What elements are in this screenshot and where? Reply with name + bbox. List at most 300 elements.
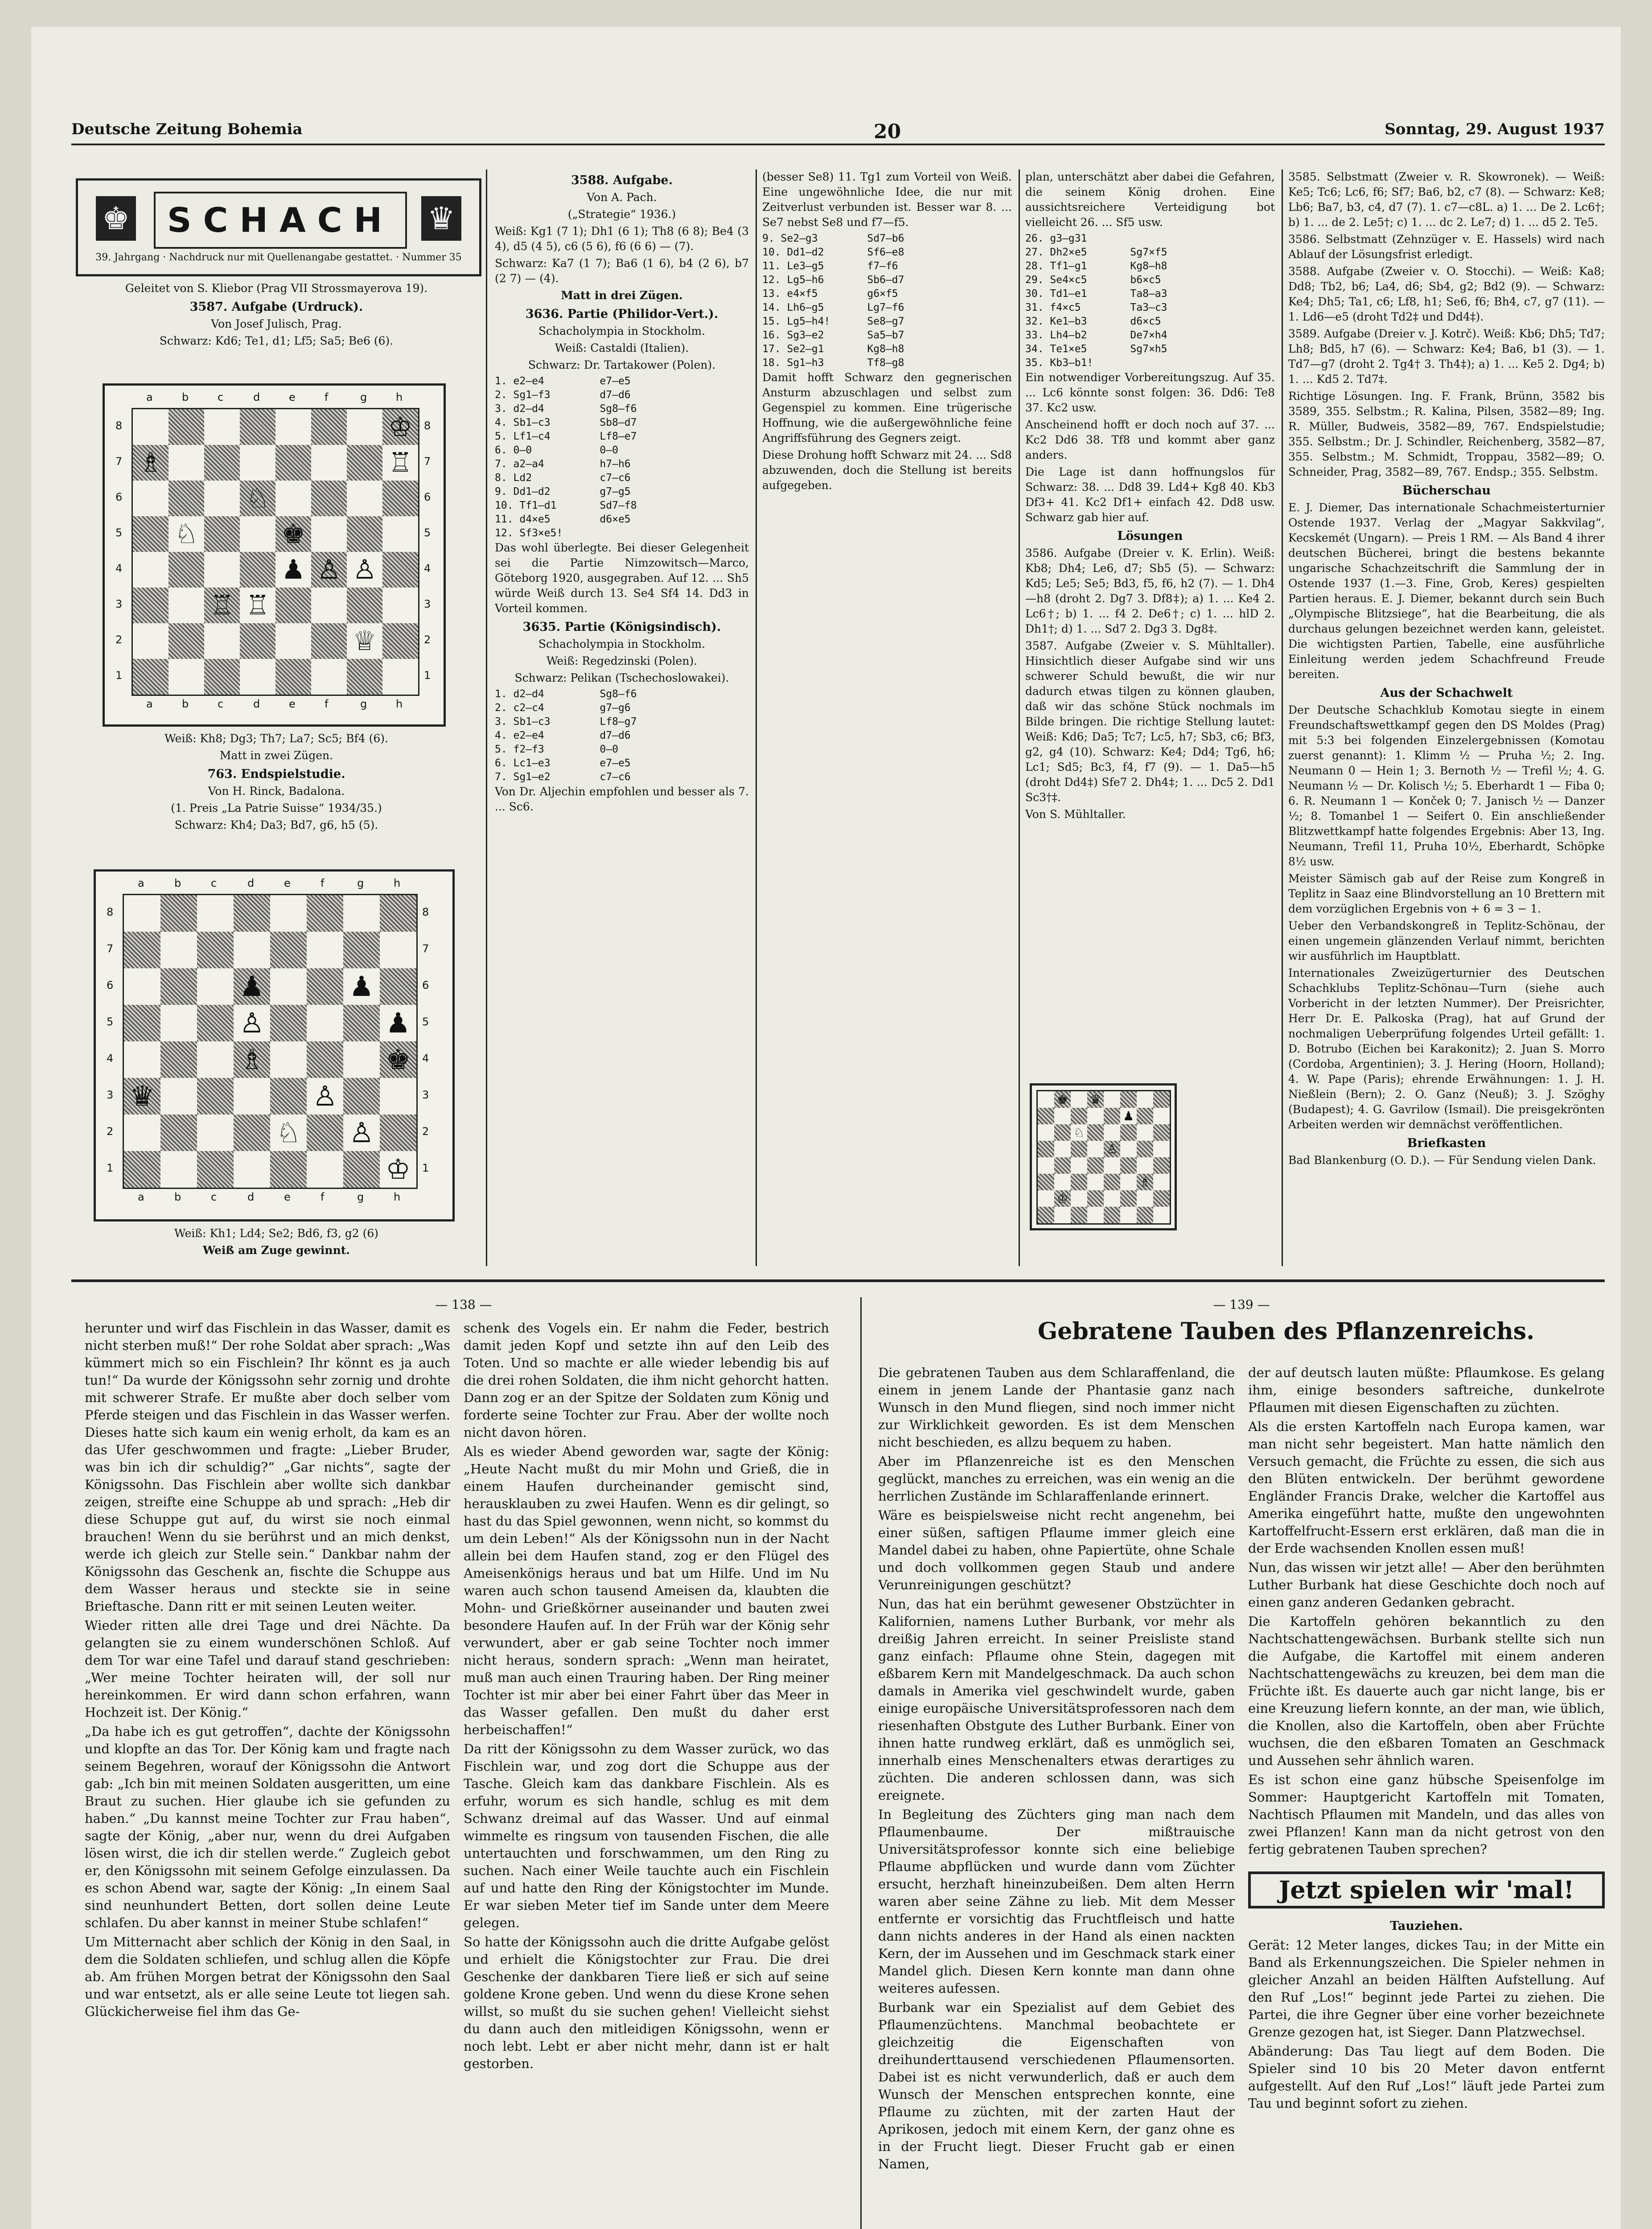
board-square (1038, 1190, 1054, 1207)
board-square (204, 623, 240, 659)
board-square (124, 968, 160, 1005)
board-file-label: g (357, 877, 364, 889)
board-square (1087, 1174, 1104, 1190)
board-square (1104, 1108, 1120, 1124)
board-rank-label: 6 (424, 491, 431, 503)
board-rank-label: 6 (115, 491, 123, 503)
board-file-label: f (321, 1191, 325, 1203)
game1-black: Schwarz: Dr. Tartakower (Polen). (528, 358, 716, 371)
board-square (1038, 1174, 1054, 1190)
board-rank-label: 5 (107, 1016, 114, 1028)
board-square (382, 659, 418, 695)
article-p5: In Begleitung des Züchters ging man nach dem Pflaumenbaume. Der mißtrauische Universitätsprofessor konnte sich eine beliebige Pflaume abpflücken und wurde dann vom Züchter ersucht, herzhaft hineinzubeißen. Dem alten Herrn waren aber seine Zähne zu lieb. Mit dem Messer entfernte er vorsichtig das Fruchtfleisch und hatte dann nichts anderes in der Hand als einen nackten Kern, der im Aussehen und im Geschmack stark einer Mandel glich. Diesen Kern konnte man dann ohne weiteres aufessen. (878, 1807, 1235, 1996)
story-column-2 (464, 1320, 829, 2229)
board-square (133, 588, 168, 623)
board-square (124, 1005, 160, 1041)
board-square (1153, 1157, 1170, 1174)
header-newspaper-name: Deutsche Zeitung Bohemia (71, 120, 303, 138)
board-square (1038, 1207, 1054, 1223)
board-square (1137, 1124, 1153, 1141)
board-file-label: c (211, 877, 217, 889)
board-square (124, 1114, 160, 1151)
problem2-footer (76, 1226, 477, 1266)
board-rank-label: 3 (107, 1089, 114, 1101)
board-square (168, 409, 204, 445)
mini-board-caption: Von S. Mühltaller. (1025, 808, 1126, 821)
board-square (270, 968, 307, 1005)
board-square (197, 1114, 234, 1151)
board-square (204, 445, 240, 481)
board-square (380, 895, 416, 932)
board-square (1087, 1157, 1104, 1174)
board-square (270, 895, 307, 932)
board-rank-label: 2 (107, 1125, 114, 1138)
chess-column-3 (762, 169, 1012, 1266)
board-square (307, 895, 343, 932)
board-file-label: a (146, 391, 153, 403)
board-square (234, 1078, 270, 1114)
board-rank-label: 5 (422, 1016, 429, 1028)
board-square (1038, 1124, 1054, 1141)
chess-piece-icon: ♟ (281, 554, 305, 585)
chess-piece-icon: ♔ (1056, 1191, 1068, 1206)
board-square (270, 1041, 307, 1078)
board-square (275, 481, 311, 516)
board-square (1087, 1190, 1104, 1207)
col4-text1: (besser Se8) 11. Tg1 zum Vorteil von Weiß. Eine ungewöhnliche Idee, die nur mit Zeitverlust verbunden ist. Besser war 8. ... Se7 nebst Se8 und f7—f5. (762, 170, 1012, 229)
chess-piece-icon: ♘ (246, 483, 270, 514)
game-variant: Abänderung: Das Tau liegt auf dem Boden. Die Spieler sind 10 bis 20 Meter davon entfernt aufgestellt. Auf den Ruf „Los!“ läuft jede Partei zum Tau und beginnt sofort zu ziehen. (1248, 2044, 1605, 2111)
board-square (160, 895, 197, 932)
board-rank-label: 1 (424, 669, 431, 682)
article-title: Gebratene Tauben des Pflanzenreichs. (1037, 1320, 1535, 1345)
story-p1: herunter und wirf das Fischlein in das Wasser, damit es nicht sterben muß!“ Der rohe Soldat aber sprach: „Was kümmert mich so ein Fischlein? Ihr könnt es ja auch tun!“ Da wurde der Königssohn sehr zornig und drohte mit schwerer Strafe. Er mußte aber doch selber vom Pferde steigen und das Fischlein in das Wasser werfen. Dieses hatte sich kaum ein wenig erholt, da kam es an das Ufer geschwommen und fragte: „Lieber Bruder, was bin ich dir schuldig?“ „Gar nichts“, sagte der Königssohn. Das Fischlein aber wollte sich dankbar zeigen, streifte eine Schuppe ab und sprach: „Heb dir diese Schuppe gut auf, du wirst sie noch einmal brauchen! Wenn du sie berührst und an mich denkst, werde ich gleich zur Stelle sein.“ Dankbar nahm der Königssohn das Geschenk an, fischte die Schuppe aus dem Wasser heraus und steckte sie in seine Brieftasche. Dann ritt er mit seinen Leuten weiter. (85, 1320, 450, 1614)
board-square (1153, 1124, 1170, 1141)
board-square (1071, 1157, 1087, 1174)
column-rule-3 (1019, 169, 1020, 1266)
game1-white: Weiß: Castaldi (Italien). (555, 341, 689, 354)
board-square (1054, 1141, 1071, 1157)
story-column-1 (85, 1320, 450, 2229)
board-square (1120, 1207, 1137, 1223)
board-rank-label: 5 (115, 526, 123, 539)
board-grid (1036, 1090, 1171, 1225)
board-square (343, 1041, 380, 1078)
board-square (1071, 1141, 1087, 1157)
board-square (311, 516, 347, 552)
article-p1: Die gebratenen Tauben aus dem Schlaraffenland, die einem in jenem Lande der Phantasie ganz nach Wunsch in den Mund fliegen, sind noch immer nicht zur Wirklichkeit geworden. Es ist dem Menschen nicht beschieden, es allzu bequem zu haben. (878, 1365, 1235, 1450)
board-file-label: b (174, 877, 181, 889)
board-file-label: e (284, 877, 291, 889)
col6-text2: 3586. Selbstmatt (Zehnzüger v. E. Hassels) wird nach Ablauf der Lösungsfrist erledigt. (1288, 233, 1605, 261)
col5-moves: 26. g3—g31 27. Dh2×e5 Sg7×f5 28. Tf1—g1 Kg8—h8 29. Se4×c5 b6×c5 30. Td1—e1 Ta8—a3 31. f4×c5 Ta3—c3 32. Ke1—b3 d6×c5 33. Lh4—b2 De7×h4 34. Te1×e5 Sg7×h5 35. Kb3—b1! (1025, 233, 1167, 369)
board-square (234, 932, 270, 968)
chess-piece-icon: ♚ (281, 518, 305, 550)
board-rank-label: 2 (424, 633, 431, 646)
col6-text5: Richtige Lösungen. Ing. F. Frank, Brünn, 3582 bis 3589, 355. Selbstm.; R. Kalina, Pilsen, 3582—89; Ing. R. Müller, Budweis, 3582—89, 767. Endspielstudie; 355. Selbstm.; Dr. J. Schindler, Reichenberg, 3582—87, 355. Selbstm.; M. Schmidt, Troppau, 3582—89; O. Schneider, Prag, 3582—89, 767. Endsp.; 355. Selbstm. (1288, 390, 1605, 478)
article-p6: Burbank war ein Spezialist auf dem Gebiet des Pflaumenzüchtens. Manchmal beobachtete er gleichzeitig die Eigenschaften von dreihunderttausend verschiedenen Pflaumensorten. Dabei ist es nicht verwunderlich, daß er auch dem Wunsch der Menschen entsprechen konnte, eine Pflaume zu züchten, mit der zarten Haut der Aprikosen, jedoch mit einem Kern, der ganz ohne es in der Frucht liegt. Dieser Frucht gab er einen Namen, (878, 2000, 1235, 2171)
board-file-label: b (182, 391, 189, 403)
chess-diagram-1 (103, 383, 446, 727)
board-square (1054, 1124, 1071, 1141)
board-square (204, 659, 240, 695)
chess-piece-icon: ♘ (174, 518, 198, 550)
world-text-2: Meister Sämisch gab auf der Reise zum Kongreß in Teplitz in Saaz eine Blindvorstellung an 10 Brettern mit dem vorzüglichen Ergebnis von + 6 = 3 − 1. (1288, 872, 1605, 915)
board-square (1153, 1091, 1170, 1108)
board-rank-label: 8 (424, 419, 431, 432)
game2-note: Von Dr. Aljechin empfohlen und besser als 7. ... Sc6. (495, 785, 749, 813)
problem3-author: Von A. Pach. (587, 191, 657, 204)
board-rank-label: 3 (422, 1089, 429, 1101)
chess-piece-icon: ♗ (239, 1043, 264, 1076)
newspaper-page (31, 27, 1621, 2229)
article-p3: Wäre es beispielsweise nicht recht angenehm, bei einer süßen, saftigen Pflaume immer gleich eine Mandel dabei zu haben, ohne Papiertüte, ohne Schale und doch vollkommen gegen Staub und andere Verunreinigungen geschützt? (878, 1508, 1235, 1592)
board-rank-label: 2 (422, 1125, 429, 1138)
chess-piece-icon: ♘ (1073, 1125, 1085, 1140)
board-square (1054, 1108, 1071, 1124)
board-file-label: d (253, 391, 260, 403)
chess-meta: 39. Jahrgang · Nachdruck nur mit Quellenangabe gestattet. · Nummer 35 (95, 252, 462, 263)
board-square (1054, 1207, 1071, 1223)
board-square (197, 1005, 234, 1041)
board-square (343, 1078, 380, 1114)
board-square (1087, 1124, 1104, 1141)
board-rank-label: 7 (115, 455, 123, 468)
board-square (382, 588, 418, 623)
board-square (311, 409, 347, 445)
board-square (347, 481, 382, 516)
problem3-head: 3588. Aufgabe. (571, 173, 673, 187)
col6-text3: 3588. Aufgabe (Zweier v. O. Stocchi). — Weiß: Ka8; Dd8; Tb2, b6; La4, d6; Sb4, g2; Bd2 (9). — Schwarz: Ke4; Dh5; Ta1, c6; Lf8, h1; Se6, f6; Bh4, c7, g7 (11). — 1. Ld6—e5 (droht Td2‡ und Dd4‡). (1288, 265, 1605, 323)
board-square (197, 968, 234, 1005)
board-file-label: h (396, 391, 403, 403)
board-square (1054, 1174, 1071, 1190)
board-square (1104, 1091, 1120, 1108)
board-rank-label: 7 (107, 942, 114, 955)
col5-text1: plan, unterschätzt aber dabei die Gefahren, die seinem König drohen. Eine aussichtsreichere Verteidigung bot vielleicht 26. ... Sf5 usw. (1025, 170, 1275, 229)
article-p2: Aber im Pflanzenreiche ist es den Menschen geglückt, manches zu erreichen, was ein wenig an die herrlichen Zustände im Schlaraffenlande erinnert. (878, 1454, 1235, 1504)
world-text-4: Internationales Zweizügerturnier des Deutschen Schachklubs Teplitz-Schönau—Turn (siehe auch Vorbericht in der letzten Nummer). Der Preisrichter, Herr Dr. E. Palkoska (Prag), hat auf Grund der nochmaligen Ueberprüfung folgendes Urteil gefällt: 1. D. Botrubo (Eichen bei Karakonitz); 2. Juan S. Morro (Cordoba, Argentinien); 3. J. Hering (Hoorn, Holland); 4. W. Pape (Paris); ehrende Erwähnungen: 1. J. H. Nießlein (Bern); 2. O. Ganz (Neuß); 3. J. Szöghy (Budapest); 4. G. Gavrilow (Ismail). Die preisgekrönten Arbeiten werden wir demnächst veröffentlichen. (1288, 966, 1605, 1131)
board-square (1153, 1108, 1170, 1124)
board-square (1104, 1190, 1120, 1207)
board-square (204, 409, 240, 445)
problem2-black: Schwarz: Kh4; Da3; Bd7, g6, h5 (5). (174, 818, 378, 831)
chess-piece-icon: ♔ (386, 1153, 411, 1185)
board-square (1054, 1157, 1071, 1174)
problem2-stipulation: Weiß am Zuge gewinnt. (202, 1244, 350, 1257)
board-square (197, 1078, 234, 1114)
board-square (380, 1078, 416, 1114)
center-rule (860, 1297, 862, 2229)
board-square (197, 932, 234, 968)
board-square (197, 1151, 234, 1188)
world-text-3: Ueber den Verbandskongreß in Teplitz-Schönau, der einen ungemein glänzenden Verlauf nimmt, berichten wir ausführlich im Hauptblatt. (1288, 919, 1605, 962)
board-square (270, 1151, 307, 1188)
col6-text1: 3585. Selbstmatt (Zweier v. R. Skowronek). — Weiß: Ke5; Tc6; Lc6, f6; Sf7; Ba6, b2, c7 (8). — Schwarz: Ke8; Lb6; Ba7, b3, c4, d7 (7). 1. c7—c8L. a) 1. ... De 2. Lc6†; b) 1. ... de 2. Le5†; c) 1. ... dc 2. Le7; d) 1. ... d5 2. Te5. (1288, 170, 1605, 229)
chess-piece-icon: ♙ (312, 1080, 337, 1112)
board-square (347, 588, 382, 623)
board-rank-label: 1 (422, 1162, 429, 1174)
board-rank-label: 4 (115, 562, 123, 575)
board-file-label: f (325, 391, 329, 403)
letters-text: Bad Blankenburg (O. D.). — Für Sendung vielen Dank. (1288, 1154, 1596, 1167)
board-square (124, 895, 160, 932)
game1-moves: 1. e2—e4 e7—e5 2. Sg1—f3 d7—d6 3. d2—d4 Sg8—f6 4. Sb1—c3 Sb8—d7 5. Lf1—c4 Lf8—e7 6. 0—0 0—0 7. a2—a4 h7—h6 8. Ld2 c7—c6 9. Dd1—d2 g7—g5 10. Tf1—d1 Sd7—f8 11. d4×e5 d6×e5 12. Sf3×e5! (495, 375, 637, 539)
chess-piece-icon: ♖ (246, 590, 270, 621)
board-square (240, 552, 275, 588)
board-square (311, 659, 347, 695)
game1-head: 3636. Partie (Philidor-Vert.). (525, 307, 719, 321)
chess-piece-icon: ♛ (1089, 1092, 1101, 1107)
board-square (382, 516, 418, 552)
board-square (1137, 1207, 1153, 1223)
board-square (311, 481, 347, 516)
section-rule (71, 1279, 1605, 1282)
board-square (1038, 1141, 1054, 1157)
col4-moves: 9. Se2—g3 Sd7—b6 10. Dd1—d2 Sf6—e8 11. Le3—g5 f7—f6 12. Lg5—h6 Sb6—d7 13. e4×f5 g6×f5 14. Lh6—g5 Lg7—f6 15. Lg5—h4! Se8—g7 16. Sg3—e2 Sa5—b7 17. Se2—g1 Kg8—h8 18. Sg1—h3 Tf8—g8 (762, 233, 904, 369)
board-square (133, 623, 168, 659)
board-square (380, 932, 416, 968)
board-square (275, 623, 311, 659)
board-file-label: a (138, 877, 144, 889)
board-square (234, 1114, 270, 1151)
board-rank-label: 4 (422, 1052, 429, 1065)
games-title: Jetzt spielen wir 'mal! (1248, 1871, 1605, 1908)
board-file-label: f (321, 877, 325, 889)
board-square (1137, 1091, 1153, 1108)
board-square (124, 1151, 160, 1188)
board-square (1038, 1108, 1054, 1124)
chess-diagram-mini (1030, 1083, 1177, 1230)
board-file-label: g (357, 1191, 364, 1203)
problem2-author: Von H. Rinck, Badalona. (208, 785, 345, 798)
story-p8: So hatte der Königssohn auch die dritte Aufgabe gelöst und erhielt die Königstochter zur Frau. Die drei Geschenke der dankbaren Tiere ließ er sich auf seine goldene Krone geben. Und wenn du diese Krone sehen willst, so mußt du sie suchen gehen! Vielleicht siehst du dann auch den mitleidigen Königssohn, wenn er noch lebt. Lebt er aber nicht mehr, dann ist er halt gestorben. (464, 1934, 829, 2071)
chess-reprint-note: Nachdruck nur mit Quellenangabe gestattet. (169, 252, 393, 263)
board-square (311, 623, 347, 659)
board-square (347, 409, 382, 445)
problem2-white: Weiß: Kh1; Ld4; Se2; Bd6, f3, g2 (6) (174, 1227, 379, 1240)
board-file-label: a (138, 1191, 144, 1203)
article-p9: Nun, das wissen wir jetzt alle! — Aber den berühmten Luther Burbank hat diese Geschichte doch noch auf einen ganz anderen Gedanken gebracht. (1248, 1560, 1605, 1610)
board-square (1038, 1157, 1054, 1174)
article-column-1 (878, 1364, 1235, 2229)
board-square (1137, 1108, 1153, 1124)
board-square (343, 1005, 380, 1041)
board-rank-label: 3 (424, 598, 431, 610)
board-square (240, 623, 275, 659)
board-square (160, 932, 197, 968)
board-rank-label: 6 (107, 979, 114, 991)
game-text: Gerät: 12 Meter langes, dickes Tau; in der Mitte ein Band als Erkennungszeichen. Die Spieler nehmen in gleicher Anzahl an beiden Hälften Aufstellung. Auf den Ruf „Los!“ beginnt jede Partei zu ziehen. Die Partei, die ihre Gegner über eine vorher bezeichnete Grenze gezogen hat, ist Sieger. Dann Platzwechsel. (1248, 1937, 1605, 2040)
chess-piece-icon: ♟ (349, 970, 374, 1003)
chess-piece-icon: ♚ (1056, 1092, 1068, 1107)
chess-piece-icon: ♟ (239, 970, 264, 1003)
board-square (347, 659, 382, 695)
letters-title: Briefkasten (1407, 1136, 1486, 1150)
books-text: E. J. Diemer, Das internationale Schachmeisterturnier Ostende 1937. Verlag der „Magyar Sakkvilag“, Kecskemét (Ungarn). — Preis 1 RM. — Als Band 4 ihrer deutschen Bücherei, bringt die bestens bekannte ungarische Schachzeitschrift die Sammlung der in Ostende 1937 (1.—3. Fine, Grob, Keres) gespielten Partien heraus. E. J. Diemer, bekannt durch sein Buch „Olympische Blitzsiege“, hat die Bearbeitung, die als durchaus gelungen bezeichnet werden kann, geleistet. Die wichtigsten Partien, Tabelle, eine ausführliche Einleitung werden jedem Schachfreund Freude bereiten. (1288, 501, 1605, 681)
board-square (1120, 1124, 1137, 1141)
board-rank-label: 2 (115, 633, 123, 646)
story-p7: Da ritt der Königssohn zu dem Wasser zurück, wo das Fischlein war, und zog dort die Schuppe aus der Tasche. Gleich kam das dankbare Fischlein. Als es erfuhr, worum es sich handle, schlug es mit dem Schwanz dreimal auf das Wasser. Und auf einmal wimmelte es ringsum von tausenden Fischen, die alle untertauchten und forschwammen, um den Ring zu suchen. Nach einer Weile tauchte auch ein Fischlein auf und hatte den Ring der Königstochter im Munde. Er war sieben Meter tief im Sande unter dem Meere gelegen. (464, 1741, 829, 1930)
game2-white: Weiß: Regedzinski (Polen). (546, 654, 698, 667)
board-rank-label: 7 (424, 455, 431, 468)
board-square (1120, 1091, 1137, 1108)
chess-piece-icon: ♖ (388, 447, 412, 478)
board-square (160, 1041, 197, 1078)
board-square (240, 409, 275, 445)
game-name: Tauziehen. (1390, 1919, 1463, 1933)
col5-text4: Die Lage ist dann hoffnungslos für Schwarz: 38. ... Dd8 39. Ld4+ Kg8 40. Kb3 Df3+ 41. Kc2 Df1+ einfach 42. Dd8 usw. Schwarz gab hier auf. (1025, 465, 1275, 524)
left-page-number: — 138 — (435, 1297, 492, 1311)
board-square (160, 1114, 197, 1151)
board-square (1153, 1141, 1170, 1157)
col6-text4: 3589. Aufgabe (Dreier v. J. Kotrč). Weiß: Kb6; Dh5; Td7; Lh8; Bd5, h7 (6). — Schwarz: Ke4; Ba6, b1 (3). — 1. Td7—g7 (droht 2. Tg4† 3. Th4‡); a) 1. ... Ke5 2. Dg4; b) 1. ... Kd5 2. Td7‡. (1288, 327, 1605, 386)
board-square (1038, 1091, 1054, 1108)
article-title-wrap (967, 1320, 1605, 1360)
board-square (1137, 1190, 1153, 1207)
chess-column-2 (495, 169, 749, 1266)
chess-piece-icon: ♟ (386, 1007, 411, 1039)
board-square (204, 516, 240, 552)
board-square (347, 516, 382, 552)
board-rank-label: 3 (115, 598, 123, 610)
board-rank-label: 8 (422, 906, 429, 918)
chess-piece-icon: ♙ (349, 1116, 374, 1149)
solutions-text: 3586. Aufgabe (Dreier v. K. Erlin). Weiß: Kb8; Dh4; Le6, d7; Sb5 (5). — Schwarz: Kd5; Le5; Se5; Bd3, f5, f6, h2 (7). — 1. Dh4—h8 (droht 2. Dg7 3. Df8‡); a) 1. ... Ke4 2. Lc6†; b) 1. ... f4 2. De6†; c) 1. ... hlD 2. Dh1†; d) 1. ... Sd7 2. Dg3 3. Dg8‡. (1025, 547, 1275, 635)
board-square (275, 445, 311, 481)
board-square (343, 895, 380, 932)
board-square (275, 588, 311, 623)
board-file-label: c (218, 391, 224, 403)
board-rank-label: 1 (115, 669, 123, 682)
col5-text2: Ein notwendiger Vorbereitungszug. Auf 35. ... Lc6 könnte sonst folgen: 36. Dd6: Te8 37. Kc2 usw. (1025, 371, 1275, 414)
world-text: Der Deutsche Schachklub Komotau siegte in einem Freundschaftswettkampf gegen den DS Moldes (Prag) mit 5:3 bei folgenden Einzelergebnissen (Komotau zuerst genannt): 1. Klimm ½ — Pruha ½; 2. Ing. Neumann 0 — Hein 1; 3. Bernoth ½ — Trefil ½; 4. G. Neumann ½ — Dr. Kolisch ½; 5. Eberhardt 1 — Fiba 0; 6. R. Neumann 1 — Konček 0; 7. Janisch ½ — Danzer ½; 8. Tomanbel 1 — Seifert 0. Ein anschließender Blitzwettkampf hatte folgendes Ergebnis: Aber 13, Ing. Neumann, Trefil 11, Pruha 10½, Eberhardt, Schöpke 8½ usw. (1288, 703, 1605, 868)
chess-piece-icon: ♗ (1139, 1175, 1151, 1189)
problem3-black: Schwarz: Ka7 (1 7); Ba6 (1 6), b4 (2 6), b7 (2 7) — (4). (495, 257, 749, 285)
article-column-2 (1248, 1364, 1605, 2229)
board-file-label: d (247, 877, 255, 889)
chess-masthead (76, 178, 481, 276)
problem3-white: Weiß: Kg1 (7 1); Dh1 (6 1); Th8 (6 8); Be4 (3 4), d5 (4 5), c6 (5 6), f6 (6 6) — (7). (495, 225, 749, 253)
board-square (343, 1151, 380, 1188)
column-rule-1 (486, 169, 487, 1266)
board-square (307, 1151, 343, 1188)
board-grid (123, 894, 418, 1189)
chess-piece-icon: ♘ (276, 1116, 301, 1149)
board-square (307, 968, 343, 1005)
problem1-white: Weiß: Kh8; Dg3; Th7; La7; Sc5; Bf4 (6). (164, 732, 388, 745)
board-square (1071, 1091, 1087, 1108)
board-square (1137, 1141, 1153, 1157)
board-square (160, 1151, 197, 1188)
chess-piece-icon: ♖ (210, 590, 234, 621)
board-square (197, 1041, 234, 1078)
board-square (1120, 1190, 1137, 1207)
problem1-author: Von Josef Julisch, Prag. (211, 317, 342, 330)
board-square (160, 1078, 197, 1114)
board-file-label: d (253, 698, 260, 710)
chess-piece-icon: ♟ (1122, 1109, 1134, 1123)
story-p3: „Da habe ich es gut getroffen“, dachte der Königssohn und klopfte an das Tor. Der König kam und fragte nach seinem Begehren, worauf der Königssohn die Antwort gab: „Ich bin mit meinen Soldaten ausgeritten, um eine Braut zu suchen. Hier glaube ich sie gefunden zu haben.“ „Du kannst meine Tochter zur Frau haben“, sagte der König, „aber nur, wenn du drei Aufgaben lösen wirst, die ich dir stellen werde.“ Zugleich gebot er, den Königssohn mit seinem Gefolge einzulassen. Da es schon Abend war, sagte der König: „In einem Saal sind neunhundert Betten, dort sollen deine Leute schlafen. Du aber kannst in meiner Stube schlafen!“ (85, 1724, 450, 1930)
board-square (1087, 1108, 1104, 1124)
board-square (124, 932, 160, 968)
board-square (1104, 1124, 1120, 1141)
board-square (160, 1005, 197, 1041)
board-square (1087, 1141, 1104, 1157)
problem3-stipulation: Matt in drei Zügen. (561, 289, 683, 302)
board-square (1087, 1207, 1104, 1223)
story-p5: schenk des Vogels ein. Er nahm die Feder, bestrich damit jeden Kopf und setzte ihn auf den Leib des Toten. Und so machte er alle wieder lebendig bis auf die drei rohen Soldaten, die ihm nicht gehorcht hatten. Dann zog er an der Spitze der Soldaten zum König und forderte seine Tochter zur Frau. Aber der wollte noch nicht davon hören. (464, 1320, 829, 1440)
problem1-stipulation: Matt in zwei Zügen. (219, 749, 333, 762)
board-file-label: d (247, 1191, 255, 1203)
problem1-head: 3587. Aufgabe (Urdruck). (189, 300, 363, 314)
chess-queen-icon: ♛ (421, 196, 461, 241)
story-p4: Um Mitternacht aber schlich der König in den Saal, in dem die Soldaten schliefen, und schlug allen die Köpfe ab. Am frühen Morgen betrat der Königssohn den Saal und war entsetzt, als er alle seine Leute tot liegen sah. Glückicherweise fiel ihm das Ge- (85, 1934, 450, 2019)
page-header (71, 120, 1605, 147)
game1-note: Das wohl überlegte. Bei dieser Gelegenheit sei die Partie Nimzowitsch—Marco, Göteborg 1920, ausgegraben. Auf 12. ... Sh5 würde Weiß durch 13. Se4 Sf4 14. Dd3 in Vorteil kommen. (495, 541, 749, 615)
board-rank-label: 7 (422, 942, 429, 955)
board-square (133, 659, 168, 695)
chess-piece-icon: ♙ (353, 554, 377, 585)
board-square (270, 1078, 307, 1114)
board-square (1071, 1190, 1087, 1207)
board-square (240, 445, 275, 481)
board-file-label: g (360, 698, 367, 710)
chess-piece-icon: ♗ (139, 447, 163, 478)
board-file-label: e (289, 391, 296, 403)
board-square (1104, 1174, 1120, 1190)
right-page-number: — 139 — (1213, 1297, 1270, 1311)
board-square (168, 659, 204, 695)
board-square (347, 445, 382, 481)
board-square (168, 445, 204, 481)
chess-column-5 (1288, 169, 1605, 1266)
chess-number: Nummer 35 (402, 252, 462, 263)
board-square (270, 1005, 307, 1041)
board-square (382, 623, 418, 659)
col4-text3: Diese Drohung hofft Schwarz mit 24. ... Sd8 abzuwenden, doch die Stellung ist bereits aufgegeben. (762, 448, 1012, 492)
column-rule-2 (756, 169, 757, 1266)
board-file-label: b (182, 698, 189, 710)
chess-piece-icon: ♙ (239, 1007, 264, 1039)
board-file-label: f (325, 698, 329, 710)
problem1-black: Schwarz: Kd6; Te1, d1; Lf5; Sa5; Be6 (6). (159, 334, 394, 347)
board-square (197, 895, 234, 932)
board-rank-label: 5 (424, 526, 431, 539)
chess-title: SCHACH (154, 192, 407, 249)
board-file-label: e (289, 698, 296, 710)
game2-moves: 1. d2—d4 Sg8—f6 2. c2—c4 g7—g6 3. Sb1—c3 Lf8—g7 4. e2—e4 d7—d6 5. f2—f3 0—0 6. Lc1—e3 e7—e5 7. Sg1—e2 c7—c6 (495, 688, 637, 783)
board-square (380, 1114, 416, 1151)
story-p6: Als es wieder Abend geworden war, sagte der König: „Heute Nacht mußt du mir Mohn und Grieß, die in einem Haufen durcheinander gemischt sind, herausklauben zu zwei Haufen. Wenn es dir gelingt, so hast du das Spiel gewonnen, wenn nicht, so kommst du um dein Leben!“ Als der Königssohn nun in der Nacht allein bei dem Haufen stand, zog er den Flügel des Ameisenkönigs heraus und bat um Hilfe. Und im Nu waren auch schon tausend Ameisen da, klaubten die Mohn- und Grießkörner auseinander und bauten zwei besondere Haufen auf. In der Früh war der König sehr verwundert, aber er gab seine Tochter noch immer nicht heraus, sondern sprach: „Wenn man heiratet, muß man auch einen Trauring haben. Der Ring meiner Tochter ist mir aber bei einer Fahrt über das Meer in das Wasser gefallen. Den mußt du daher erst herbeischaffen!“ (464, 1444, 829, 1737)
board-rank-label: 8 (107, 906, 114, 918)
solutions-title: Lösungen (1117, 529, 1183, 543)
board-square (275, 659, 311, 695)
board-square (1120, 1174, 1137, 1190)
board-square (160, 968, 197, 1005)
chess-piece-icon: ♚ (386, 1043, 411, 1076)
article-p4: Nun, das hat ein berühmt gewesener Obstzüchter in Kalifornien, namens Luther Burbank, vor mehr als dreißig Jahren erreicht. In seiner Preisliste stand ganz einfach: Pflaume ohne Stein, dagegen mit eßbarem Kern mit Mandelgeschmack. Da auch schon damals in Amerika viel geschwindelt wurde, gaben einige europäische Universitätsprofessoren nach dem riesenhaften Obstgute des Luther Burbank. Einer von ihnen hatte rundweg erklärt, daß es unmöglich sei, innerhalb eines Menschenalters etwas derartiges zu züchten. Die anderen schlossen dann, was sich ereignete. (878, 1596, 1235, 1803)
game2-head: 3635. Partie (Königsindisch). (522, 620, 721, 634)
board-square (382, 552, 418, 588)
column-rule-4 (1282, 169, 1283, 1266)
board-square (307, 932, 343, 968)
game1-event: Schacholympia in Stockholm. (538, 325, 706, 337)
board-square (168, 588, 204, 623)
header-page-number: 20 (874, 120, 901, 143)
board-square (1153, 1174, 1170, 1190)
board-square (124, 1041, 160, 1078)
